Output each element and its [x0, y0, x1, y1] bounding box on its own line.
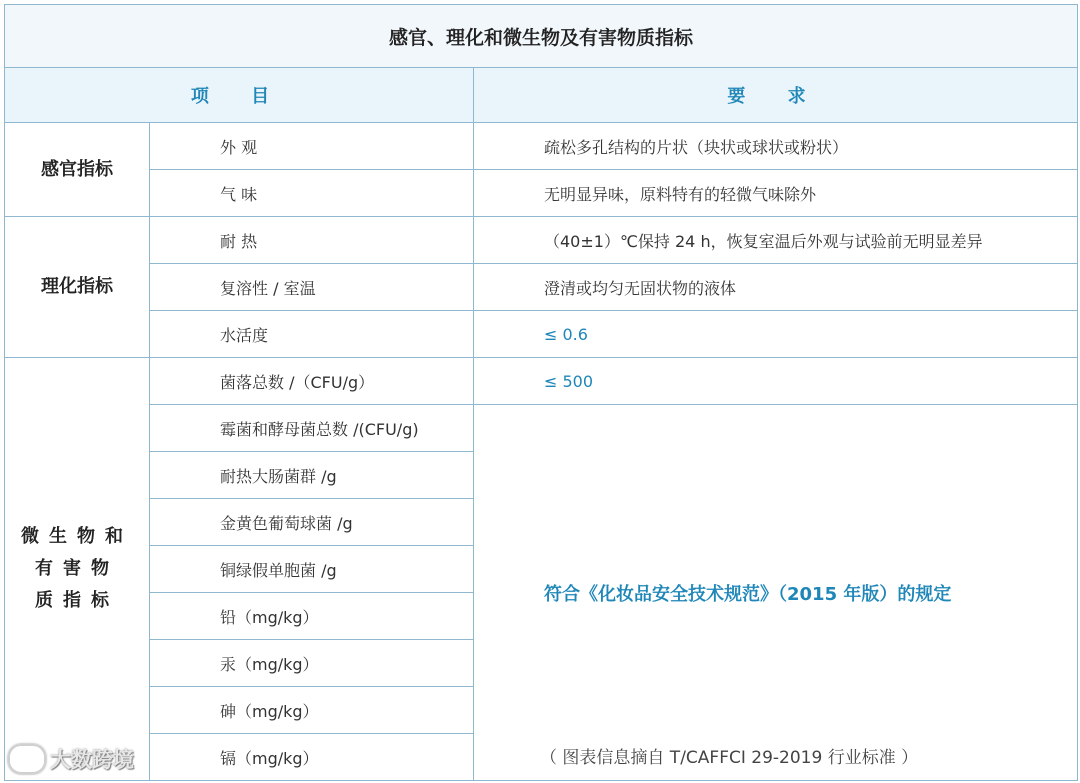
category-physchem: 理化指标: [5, 217, 150, 358]
item-cell: 气 味: [150, 170, 474, 217]
item-cell: 镉（mg/kg）: [150, 734, 474, 781]
requirement-cell: 无明显异味，原料特有的轻微气味除外: [474, 170, 1078, 217]
category-line: 质指标: [35, 590, 119, 611]
item-cell: 铜绿假单胞菌 /g: [150, 546, 474, 593]
category-line: 有害物: [35, 558, 119, 579]
table-row: [5, 217, 1078, 264]
item-cell: 耐热大肠菌群 /g: [150, 452, 474, 499]
table-title: 感官、理化和微生物及有害物质指标: [5, 5, 1078, 68]
table-row: [5, 405, 1078, 452]
item-cell: 外 观: [150, 123, 474, 170]
item-cell: 铅（mg/kg）: [150, 593, 474, 640]
requirement-cell: ≤ 500: [474, 358, 1078, 405]
category-line: 微生物和: [21, 526, 133, 547]
item-cell: 金黄色葡萄球菌 /g: [150, 499, 474, 546]
source-note: （ 图表信息摘自 T/CAFFCI 29-2019 行业标准 ）: [540, 748, 919, 768]
header-item: 项 目: [5, 68, 474, 123]
category-microbe: [5, 358, 150, 781]
requirement-cell: 澄清或均匀无固状物的液体: [474, 264, 1078, 311]
header-row: [5, 68, 1078, 123]
standards-table: [4, 4, 1078, 781]
item-cell: 砷（mg/kg）: [150, 687, 474, 734]
table-row: [5, 170, 1078, 217]
requirement-cell: ≤ 0.6: [474, 311, 1078, 358]
table-row: [5, 358, 1078, 405]
watermark: [8, 744, 134, 774]
table-row: [5, 311, 1078, 358]
item-cell: 复溶性 / 室温: [150, 264, 474, 311]
merged-requirement-cell: 符合《化妆品安全技术规范》（2015 年版）的规定: [474, 405, 1078, 781]
requirement-cell: （40±1）℃保持 24 h，恢复室温后外观与试验前无明显差异: [474, 217, 1078, 264]
title-row: [5, 5, 1078, 68]
table-row: [5, 264, 1078, 311]
item-cell: 耐 热: [150, 217, 474, 264]
table-row: [5, 123, 1078, 170]
watermark-logo-icon: [8, 744, 46, 774]
item-cell: 菌落总数 /（CFU/g）: [150, 358, 474, 405]
header-requirement: 要 求: [474, 68, 1078, 123]
category-sensory: 感官指标: [5, 123, 150, 217]
requirement-cell: 疏松多孔结构的片状（块状或球状或粉状）: [474, 123, 1078, 170]
item-cell: 霉菌和酵母菌总数 /(CFU/g): [150, 405, 474, 452]
item-cell: 汞（mg/kg）: [150, 640, 474, 687]
item-cell: 水活度: [150, 311, 474, 358]
watermark-text: 大数跨境: [50, 748, 134, 772]
